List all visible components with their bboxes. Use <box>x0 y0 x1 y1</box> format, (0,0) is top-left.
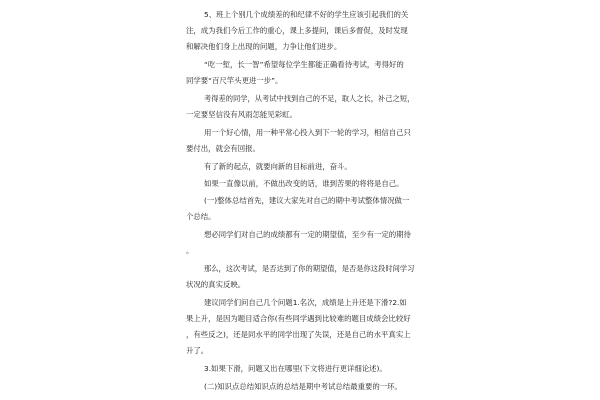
paragraph-line: 升了。 <box>186 346 209 355</box>
paragraph-line: 如果一直像以前，不做出改变的话，谁到苦果的将将是自己。 <box>204 179 404 188</box>
paragraph-line: (一)整体总结首先，建议大家先对自己的期中考试整体情况做一 <box>204 196 410 205</box>
paragraph-line: 个总结。 <box>186 212 216 221</box>
paragraph-line: ，有些反之)，还是同水平的同学出现了失误，还是自己的水平真实上 <box>186 330 411 339</box>
paragraph-line: 一定要坚信没有风雨怎能见彩虹。 <box>186 110 297 119</box>
paragraph-line: 建议同学们问自己几个问题1.名次，成绩是上升还是下滑?2.如 <box>204 298 407 307</box>
paragraph-line: 5、班上个别几个成绩差的和纪律不好的学生应该引起我们的关 <box>204 10 409 19</box>
paragraph-line: 同学要“百尺竿头更进一步”。 <box>186 76 283 85</box>
paragraph-line: 想必同学们对自己的成绩都有一定的期望值，至少有一定的期待 <box>204 230 411 239</box>
paragraph-line: 要付出，就会有回报。 <box>186 144 260 153</box>
paragraph-line: 。 <box>186 246 194 255</box>
paragraph-line: 和解决他们身上出现的问题，力争让他们进步。 <box>186 42 342 51</box>
paragraph-line: 那么，这次考试，是否达到了你的期望值，是否是你这段时间学习 <box>204 264 415 273</box>
paragraph-line: (二)知识点总结知识点的总结是期中考试总结最重要的一环。 <box>204 382 402 391</box>
paragraph-line: 果上升，是因为题目适合你(有些同学遇到比较难的题目成绩会比较好 <box>186 314 411 323</box>
paragraph-line: 考得差的同学，从考试中找到自己的不足，取人之长，补己之短， <box>204 94 415 103</box>
paragraph-line: 3.如果下滑，问题又出在哪里(下文将进行更详细论述)。 <box>204 364 387 373</box>
paragraph-line: 状况的真实反映。 <box>186 280 246 289</box>
paragraph-line: “吃一堑，长一智”希望每位学生都能正确看待考试，考得好的 <box>204 60 404 69</box>
paragraph-line: 用一个好心情，用一种平常心投入到下一轮的学习，相信自己只 <box>204 128 411 137</box>
document-page <box>186 10 414 392</box>
paragraph-line: 有了新的起点，就要向新的目标前进，奋斗。 <box>204 162 352 171</box>
paragraph-line: 注，成为我们今后工作的重心，课上多提问，课后多督促，及时发现 <box>186 26 408 35</box>
